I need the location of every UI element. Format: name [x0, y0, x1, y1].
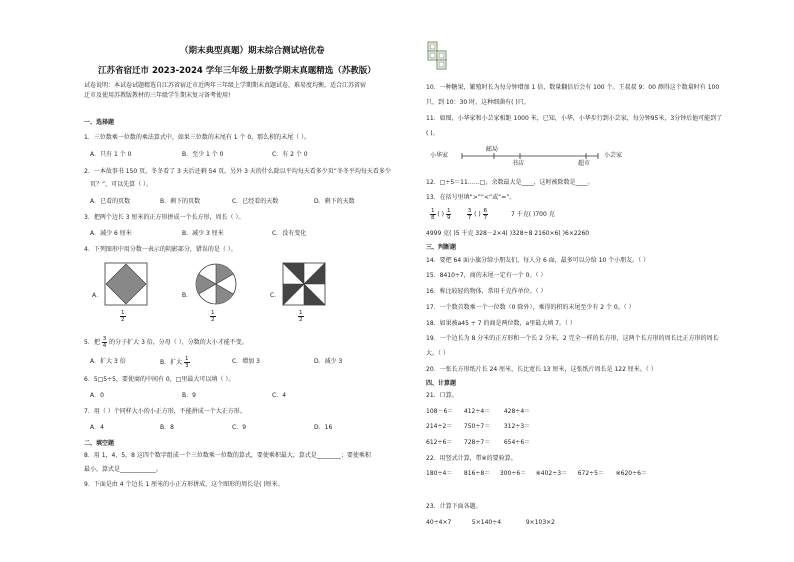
q12-text: 12．□÷5＝11……□，余数最大是____，这时被除数是____。 — [426, 179, 594, 186]
q18-text: 18．如果被a45 ÷ 7 的商是两位数，a里最大填 7。（ ） — [426, 320, 576, 327]
q7-option-d[interactable]: D．16 — [314, 424, 333, 431]
q5-text: 5．把 $\frac{3}{4}$ 的分子扩大 3 倍，分母（ ），分数的大小才能不变。 — [84, 336, 248, 349]
q7-option-b[interactable]: B．8 — [160, 424, 174, 431]
q8-text: 8．用 1，4，5，8 这四个数字组成一个三位数乘一位数的算式，要使乘积最大，算式是________；要使乘积 — [84, 452, 371, 459]
map-label-post: 邮局 — [486, 146, 499, 153]
q4-option-a[interactable]: A． — [92, 292, 103, 299]
q11-text: 11．如图，小华家和小芸家相距 1000 米，已知，小华，小华步行到小芸家，每分钟95米，3分钟后他可能到了 — [426, 115, 723, 122]
q4-fraction-b: $\frac{1}{2}$ — [211, 310, 215, 323]
q9-text: 9．下面是由 4 个边长 1 厘米的小正方形拼成，这个图形的周长是( )厘米。 — [84, 481, 284, 488]
q16-text: 16．称比较轻的物体，常用千克作单位。（ ） — [426, 288, 547, 295]
q13-text: 13．在括号里填“>”“<”或“=”。 — [426, 194, 516, 201]
q7-text: 7．用（ ）个同样大小的小正方形，不能拼成一个大正方形。 — [84, 408, 246, 415]
q13-row2: 4999 克( )5 千克 328－2×4( )328÷8 2160×6( )6×2260 — [426, 230, 590, 237]
q19-text-cont: 大。（ ） — [426, 350, 449, 357]
q7-option-c[interactable]: C．9 — [232, 424, 247, 431]
q6-option-a[interactable]: A．0 — [90, 392, 104, 399]
q1-text: 1．三位数乘一位数的乘法算式中，如果三位数的末尾有 1 个 0，那么积的末尾（ ）。 — [84, 134, 311, 141]
q23-text: 23．计算下面各题。 — [426, 503, 482, 510]
calc-row-5: 40÷4×7 5×140÷4 9×103×2 — [426, 519, 555, 526]
q1-option-b[interactable]: B．至少 1 个 0 — [182, 151, 224, 158]
q8-text-cont: 最小，算式是____________。 — [84, 466, 163, 473]
q21-text: 21．口算。 — [426, 392, 458, 399]
q2-text-cont: 页？”，可以先算（ ）。 — [90, 181, 153, 188]
q5-option-a[interactable]: A．扩大 3 倍 — [90, 358, 126, 365]
q3-option-a[interactable]: A．减少 6 厘米 — [90, 230, 132, 237]
map-label-bookstore: 书店 — [512, 160, 525, 167]
q22-text: 22．用竖式计算，带※的要验算。 — [426, 455, 517, 462]
q6-option-c[interactable]: C．4 — [272, 392, 287, 399]
q5-option-b[interactable]: B．扩大 $\frac{1}{3}$ — [160, 356, 189, 369]
q5-option-d[interactable]: D．减少 3 — [314, 358, 343, 365]
q13-row1: $\frac{1}{8}$ ( ) $\frac{1}{9}$ $\frac{3}{7}$ ( ) $\frac{6}{7}$ 7 千克( )700 克 — [431, 208, 555, 221]
q3-option-b[interactable]: B．减少 3 厘米 — [182, 230, 224, 237]
q20-text: 20．一张长方形纸片长 24 厘米，长比宽长 13 厘米，这张纸片周长是 122 厘米。（ ） — [426, 366, 657, 373]
q19-text: 19．一个边长为 8 分米的正方形和一个长 2 分米，2 完全一样的长方形，这两个长方形的周长比正方形的周长 — [426, 335, 719, 342]
map-label-yun: 小芸家 — [604, 152, 623, 159]
q2-option-c[interactable]: C．已经看的天数 — [232, 198, 279, 205]
map-label-market: 超市 — [578, 160, 591, 167]
q4-fraction-c: $\frac{1}{2}$ — [299, 310, 303, 323]
q15-text: 15．8410÷7，商的末尾一定有一个 0。（ ） — [426, 272, 547, 279]
q9-grid-figure — [426, 40, 460, 80]
map-label-home: 小华家 — [430, 152, 449, 159]
q4-fraction-a: $\frac{1}{2}$ — [121, 310, 125, 323]
q6-option-b[interactable]: B．9 — [182, 392, 196, 399]
exam-subtitle: 江苏省宿迁市 2023-2024 学年三年级上册数学期末真题精选（苏教版） — [98, 66, 376, 76]
q14-text: 14．要把 64 面小旗分给小朋友们，每人分 6 面，最多可以分给 10 个小朋友。（ ） — [426, 257, 650, 264]
q4-text: 4．下列图形中用分数一表示的阴影部分，错误的是（ ）。 — [84, 246, 237, 253]
q4-option-b[interactable]: B． — [182, 292, 193, 299]
q2-option-b[interactable]: B．剩下的页数 — [160, 198, 201, 205]
q4-figure-a — [104, 262, 148, 306]
q6-text: 6．5□5÷5，要使商的中间有 0，□里最大可以填（ ）。 — [84, 376, 235, 383]
exam-description: 试卷说明：本试卷试题精选自江苏省宿迁市近两年三年级上学期期末真题试卷，难易度均衡，适合江苏省宿 — [84, 82, 367, 89]
q4-figure-c — [282, 262, 326, 306]
q10-text-cont: 只，到 10：30 时，这种细菌有( )只。 — [426, 99, 530, 106]
q1-option-c[interactable]: C．有 2 个 0 — [272, 151, 308, 158]
q1-option-a[interactable]: A．只有 1 个 0 — [90, 151, 132, 158]
calc-row-3: 612÷6＝ 728÷7＝ 654÷6＝ — [426, 439, 531, 446]
q4-figure-b — [194, 262, 238, 306]
q3-text: 3．把两个边长 3 厘米的正方形拼成一个长方形，周长（ ）。 — [84, 214, 245, 221]
q4-option-c[interactable]: C． — [270, 292, 281, 299]
q10-text: 10．一种糖果，繁殖时长为每分钟增加 1 倍，数量翻倍后会有 100 个。王叔叔 9：00 测得这个数量时有 100 — [426, 84, 720, 91]
section-choice: 一、选择题 — [84, 119, 115, 126]
q3-option-c[interactable]: C．没有变化 — [272, 230, 307, 237]
q11-text-cont: ( )。 — [426, 130, 439, 137]
q2-text: 2．一本故事书 150 页，冬冬看了 3 天后还剩 54 页。另外 3 天的什么除以平均每天看多少页”冬冬平均每天看多少 — [84, 168, 391, 175]
calc-row-4: 180÷4＝ 816÷8＝ 300÷6＝ ※402÷3＝ 672÷5＝ ※620÷6＝ — [426, 470, 647, 477]
exam-title: （期末典型真题）期末综合测试培优卷 — [180, 46, 325, 56]
section-judge: 三、判断题 — [426, 244, 457, 251]
q5-option-c[interactable]: C．增加 3 — [232, 358, 260, 365]
section-fill: 二、填空题 — [84, 440, 115, 447]
calc-row-1: 108－6＝ 412÷4＝ 428÷4＝ — [426, 408, 531, 415]
section-calc: 四、计算题 — [426, 380, 457, 387]
q2-option-d[interactable]: D．剩下的天数 — [314, 198, 355, 205]
q17-text: 17．一个数首数乘一个一位数（0 除外），乘得的积的末尾至少有 2 个 0。（ ） — [426, 304, 635, 311]
q7-option-a[interactable]: A．4 — [90, 424, 104, 431]
q2-option-a[interactable]: A．已看的页数 — [90, 198, 131, 205]
calc-row-2: 214÷2＝ 750÷7＝ 312÷3＝ — [426, 423, 531, 430]
exam-description-cont: 迁市及使用苏教版教材的三年级学生期末复习备考使用! — [84, 92, 231, 99]
